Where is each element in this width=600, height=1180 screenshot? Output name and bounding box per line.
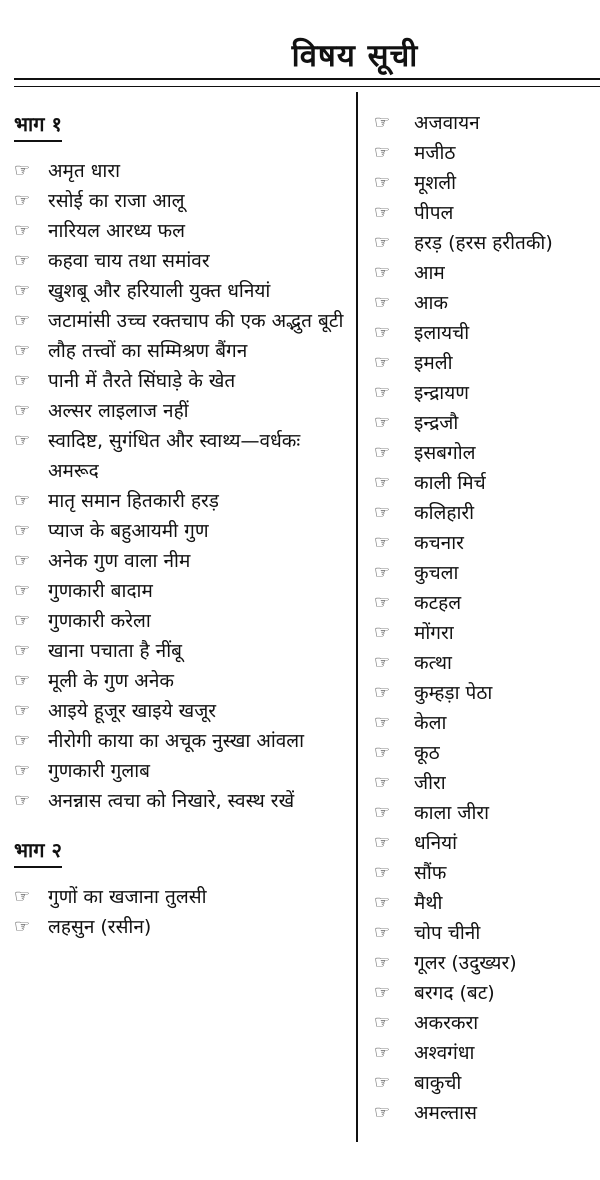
toc-entry <box>374 1068 600 1098</box>
toc-entry <box>14 486 344 516</box>
pointing-hand-icon: ☞ <box>374 742 391 763</box>
pointing-hand-icon: ☞ <box>374 562 391 583</box>
toc-entry <box>14 396 344 426</box>
toc-entry-text: कूठ <box>414 742 440 764</box>
pointing-hand-icon: ☞ <box>14 250 31 271</box>
toc-entry <box>14 666 344 696</box>
toc-entry-text: इसबगोल <box>414 442 476 464</box>
toc-entry <box>14 186 344 216</box>
toc-entry-text: मूली के गुण अनेक <box>48 670 174 692</box>
toc-entry <box>374 738 600 768</box>
toc-entry-text: चोप चीनी <box>414 922 481 944</box>
pointing-hand-icon: ☞ <box>374 262 391 283</box>
toc-entry-text: गुणकारी गुलाब <box>48 760 151 782</box>
toc-entry <box>374 468 600 498</box>
pointing-hand-icon: ☞ <box>14 430 31 451</box>
pointing-hand-icon: ☞ <box>14 670 31 691</box>
toc-entry <box>374 528 600 558</box>
pointing-hand-icon: ☞ <box>374 442 391 463</box>
toc-entry-text: अल्सर लाइलाज नहीं <box>48 400 189 422</box>
toc-entry <box>14 216 344 246</box>
toc-entry-text: आइये हूजूर खाइये खजूर <box>48 700 217 722</box>
toc-entry-text: रसोई का राजा आलू <box>48 190 185 212</box>
toc-entry-text: नीरोगी काया का अचूक नुस्खा आंवला <box>48 730 305 752</box>
pointing-hand-icon: ☞ <box>14 520 31 541</box>
toc-entry <box>14 882 344 912</box>
pointing-hand-icon: ☞ <box>374 472 391 493</box>
pointing-hand-icon: ☞ <box>14 730 31 751</box>
toc-entry <box>374 798 600 828</box>
toc-entry-text: आक <box>414 292 449 314</box>
pointing-hand-icon: ☞ <box>374 802 391 823</box>
pointing-hand-icon: ☞ <box>14 310 31 331</box>
toc-entry <box>374 108 600 138</box>
toc-entry-text: अमृत धारा <box>48 160 121 182</box>
pointing-hand-icon: ☞ <box>14 790 31 811</box>
toc-entry-text: हरड़ (हरस हरीतकी) <box>414 232 553 254</box>
toc-entry <box>374 378 600 408</box>
toc-entry <box>14 696 344 726</box>
toc-entry <box>374 708 600 738</box>
toc-entry <box>14 606 344 636</box>
toc-entry <box>374 138 600 168</box>
right-column <box>374 108 600 1128</box>
pointing-hand-icon: ☞ <box>14 700 31 721</box>
toc-entry-text: कत्था <box>414 652 452 674</box>
pointing-hand-icon: ☞ <box>14 550 31 571</box>
pointing-hand-icon: ☞ <box>14 280 31 301</box>
toc-entry <box>14 156 344 186</box>
toc-entry <box>374 768 600 798</box>
toc-entry-text: काली मिर्च <box>414 472 486 494</box>
pointing-hand-icon: ☞ <box>374 412 391 433</box>
pointing-hand-icon: ☞ <box>14 400 31 421</box>
toc-entry-text: कहवा चाय तथा समांवर <box>48 250 210 272</box>
pointing-hand-icon: ☞ <box>374 832 391 853</box>
toc-entry <box>374 1008 600 1038</box>
toc-entry-text: आम <box>414 262 445 284</box>
toc-entry-text: मैथी <box>414 892 443 914</box>
toc-entry-text: मूशली <box>414 172 457 194</box>
toc-entry <box>374 258 600 288</box>
toc-entry <box>14 516 344 546</box>
toc-entry <box>374 828 600 858</box>
pointing-hand-icon: ☞ <box>14 640 31 661</box>
toc-entry-text: अजवायन <box>414 112 480 134</box>
toc-entry <box>374 558 600 588</box>
toc-entry-text: जीरा <box>414 772 446 794</box>
toc-entry <box>374 1098 600 1128</box>
toc-entry-text: अश्वगंधा <box>414 1042 475 1064</box>
toc-entry <box>374 168 600 198</box>
toc-entry-text: सौंफ <box>414 862 447 884</box>
pointing-hand-icon: ☞ <box>14 190 31 211</box>
pointing-hand-icon: ☞ <box>374 292 391 313</box>
toc-entry <box>14 756 344 786</box>
toc-entry <box>374 948 600 978</box>
pointing-hand-icon: ☞ <box>14 760 31 781</box>
toc-entry <box>374 438 600 468</box>
toc-entry-text: मोंगरा <box>414 622 454 644</box>
pointing-hand-icon: ☞ <box>374 1012 391 1033</box>
toc-entry-text: गुणों का खजाना तुलसी <box>48 886 207 908</box>
toc-entry-text: कुचला <box>414 562 459 584</box>
toc-entry-text: नारियल आरध्य फल <box>48 220 186 242</box>
toc-entry-text: बरगद (बट) <box>414 982 495 1004</box>
pointing-hand-icon: ☞ <box>374 202 391 223</box>
pointing-hand-icon: ☞ <box>14 610 31 631</box>
toc-entry <box>374 198 600 228</box>
pointing-hand-icon: ☞ <box>374 922 391 943</box>
pointing-hand-icon: ☞ <box>14 580 31 601</box>
toc-entry-text: प्याज के बहुआयमी गुण <box>48 520 209 542</box>
title-rule-thin <box>14 86 600 87</box>
pointing-hand-icon: ☞ <box>14 916 31 937</box>
part-1-list <box>14 156 344 816</box>
toc-entry-text: कटहल <box>414 592 462 614</box>
pointing-hand-icon: ☞ <box>374 382 391 403</box>
pointing-hand-icon: ☞ <box>374 982 391 1003</box>
title-rule <box>14 78 600 80</box>
toc-entry <box>374 588 600 618</box>
toc-entry-text: अमल्तास <box>414 1102 477 1124</box>
pointing-hand-icon: ☞ <box>374 1042 391 1063</box>
toc-entry-text: गुणकारी बादाम <box>48 580 153 602</box>
pointing-hand-icon: ☞ <box>374 772 391 793</box>
pointing-hand-icon: ☞ <box>374 142 391 163</box>
pointing-hand-icon: ☞ <box>374 232 391 253</box>
pointing-hand-icon: ☞ <box>14 340 31 361</box>
pointing-hand-icon: ☞ <box>374 1072 391 1093</box>
toc-entry <box>14 786 344 816</box>
toc-entry-text: इन्द्रायण <box>414 382 469 404</box>
toc-entry <box>14 306 344 336</box>
toc-entry <box>14 426 344 486</box>
toc-entry-text: कुम्हड़ा पेठा <box>414 682 493 704</box>
toc-entry <box>14 546 344 576</box>
toc-entry-text: अनेक गुण वाला नीम <box>48 550 191 572</box>
toc-entry <box>374 918 600 948</box>
part-1-heading: भाग १ <box>14 110 62 142</box>
toc-entry-text: धनियां <box>414 832 458 854</box>
toc-entry-text: पानी में तैरते सिंघाड़े के खेत <box>48 370 236 392</box>
toc-entry <box>374 648 600 678</box>
toc-entry-text: मातृ समान हितकारी हरड़ <box>48 490 219 512</box>
toc-entry-text: पीपल <box>414 202 454 224</box>
pointing-hand-icon: ☞ <box>374 112 391 133</box>
toc-entry <box>374 498 600 528</box>
toc-entry-text: लहसुन (रसीन) <box>48 916 152 938</box>
toc-entry <box>374 228 600 258</box>
toc-entry-text: काला जीरा <box>414 802 490 824</box>
pointing-hand-icon: ☞ <box>374 652 391 673</box>
toc-entry <box>374 288 600 318</box>
pointing-hand-icon: ☞ <box>374 1102 391 1123</box>
toc-entry-text: जटामांसी उच्च रक्तचाप की एक अद्भुत बूटी <box>48 310 344 332</box>
toc-entry <box>374 858 600 888</box>
toc-entry-text: केला <box>414 712 447 734</box>
toc-entry <box>14 246 344 276</box>
pointing-hand-icon: ☞ <box>374 532 391 553</box>
toc-entry-text: बाकुची <box>414 1072 462 1094</box>
pointing-hand-icon: ☞ <box>374 352 391 373</box>
toc-entry-text: अकरकरा <box>414 1012 479 1034</box>
toc-entry-text: खाना पचाता है नींबू <box>48 640 182 662</box>
toc-entry-text: गुणकारी करेला <box>48 610 151 632</box>
column-divider <box>356 92 358 1142</box>
toc-entry-text: इमली <box>414 352 453 374</box>
pointing-hand-icon: ☞ <box>374 172 391 193</box>
toc-entry <box>14 912 344 942</box>
toc-entry <box>374 318 600 348</box>
toc-entry <box>374 978 600 1008</box>
toc-entry <box>374 348 600 378</box>
pointing-hand-icon: ☞ <box>14 490 31 511</box>
toc-entry <box>14 276 344 306</box>
pointing-hand-icon: ☞ <box>14 886 31 907</box>
toc-entry-text: गूलर (उदुख्यर) <box>414 952 517 974</box>
toc-entry <box>374 618 600 648</box>
toc-entry <box>374 888 600 918</box>
part-2-list <box>14 882 344 942</box>
pointing-hand-icon: ☞ <box>374 712 391 733</box>
toc-entry <box>374 678 600 708</box>
toc-entry <box>14 636 344 666</box>
toc-entry-text: मजीठ <box>414 142 456 164</box>
part-2-heading: भाग २ <box>14 836 62 868</box>
toc-entry <box>374 1038 600 1068</box>
right-list <box>374 108 600 1128</box>
pointing-hand-icon: ☞ <box>14 220 31 241</box>
toc-entry-text: इलायची <box>414 322 470 344</box>
pointing-hand-icon: ☞ <box>374 892 391 913</box>
left-column <box>14 110 344 942</box>
page-title: विषय सूची <box>291 38 419 74</box>
pointing-hand-icon: ☞ <box>14 160 31 181</box>
toc-entry <box>14 576 344 606</box>
toc-entry-text: लौह तत्त्वों का सम्मिश्रण बैंगन <box>48 340 248 362</box>
pointing-hand-icon: ☞ <box>374 322 391 343</box>
pointing-hand-icon: ☞ <box>374 682 391 703</box>
toc-entry <box>14 726 344 756</box>
toc-entry-text: अनन्नास त्वचा को निखारे, स्वस्थ रखें <box>48 790 295 812</box>
toc-entry-text: इन्द्रजौ <box>414 412 459 434</box>
toc-entry-text: कचनार <box>414 532 464 554</box>
pointing-hand-icon: ☞ <box>374 622 391 643</box>
pointing-hand-icon: ☞ <box>374 862 391 883</box>
pointing-hand-icon: ☞ <box>374 592 391 613</box>
toc-entry <box>14 366 344 396</box>
pointing-hand-icon: ☞ <box>374 952 391 973</box>
toc-entry-text: स्वादिष्ट, सुगंधित और स्वाथ्य—वर्धकः अमरूद <box>48 430 301 482</box>
pointing-hand-icon: ☞ <box>14 370 31 391</box>
pointing-hand-icon: ☞ <box>374 502 391 523</box>
toc-entry <box>14 336 344 366</box>
toc-entry <box>374 408 600 438</box>
toc-entry-text: खुशबू और हरियाली युक्त धनियां <box>48 280 271 302</box>
toc-entry-text: कलिहारी <box>414 502 475 524</box>
